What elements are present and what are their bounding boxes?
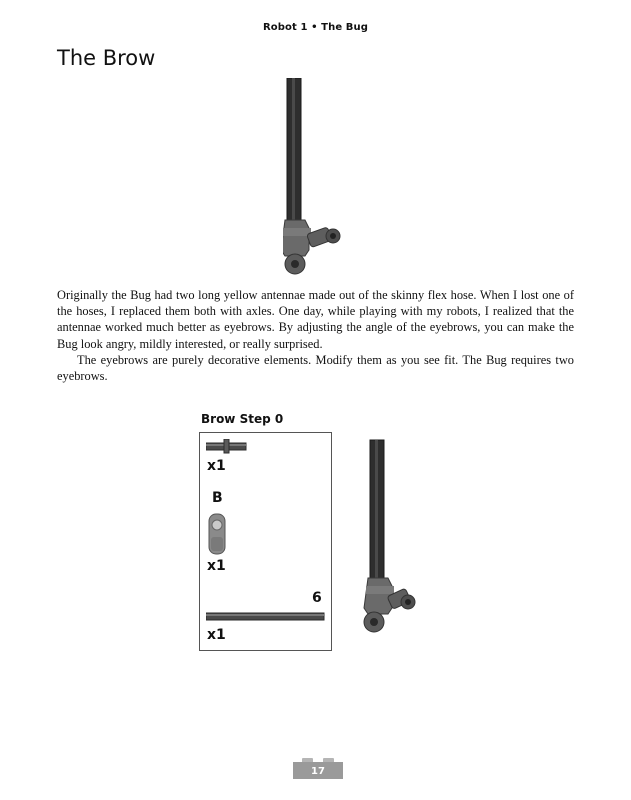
brow-assembly-illustration [283, 78, 353, 278]
parts-list-box [199, 432, 332, 651]
part-2-quantity: x1 [207, 558, 226, 574]
part-3-label: 6 [312, 590, 322, 606]
page-number: 17 [311, 766, 325, 777]
step-result-illustration [352, 436, 422, 636]
part-1-quantity: x1 [207, 458, 226, 474]
part-3-quantity: x1 [207, 627, 226, 643]
paragraph-1: Originally the Bug had two long yellow antennae made out of the skinny flex hose. When I lost one of the hoses, I replaced them both with axles. One day, while playing with my robots, I realized that the antennae worked much better as eyebrows. By adjusting the angle of the eyebrows, you can make the Bug look angry, mildly interested, or really surprised. [57, 288, 574, 351]
axle-joiner-part [208, 513, 226, 555]
paragraph-2: The eyebrows are purely decorative elements. Modify them as you see fit. The Bug requires two eyebrows. [57, 352, 574, 384]
section-title: The Brow [57, 46, 156, 70]
part-2-label: B [212, 490, 223, 506]
running-header: Robot 1 • The Bug [263, 22, 368, 33]
axle-with-stop-part [206, 439, 248, 455]
axle-6-part [206, 611, 326, 623]
body-text [57, 287, 574, 384]
step-title: Brow Step 0 [201, 412, 284, 426]
